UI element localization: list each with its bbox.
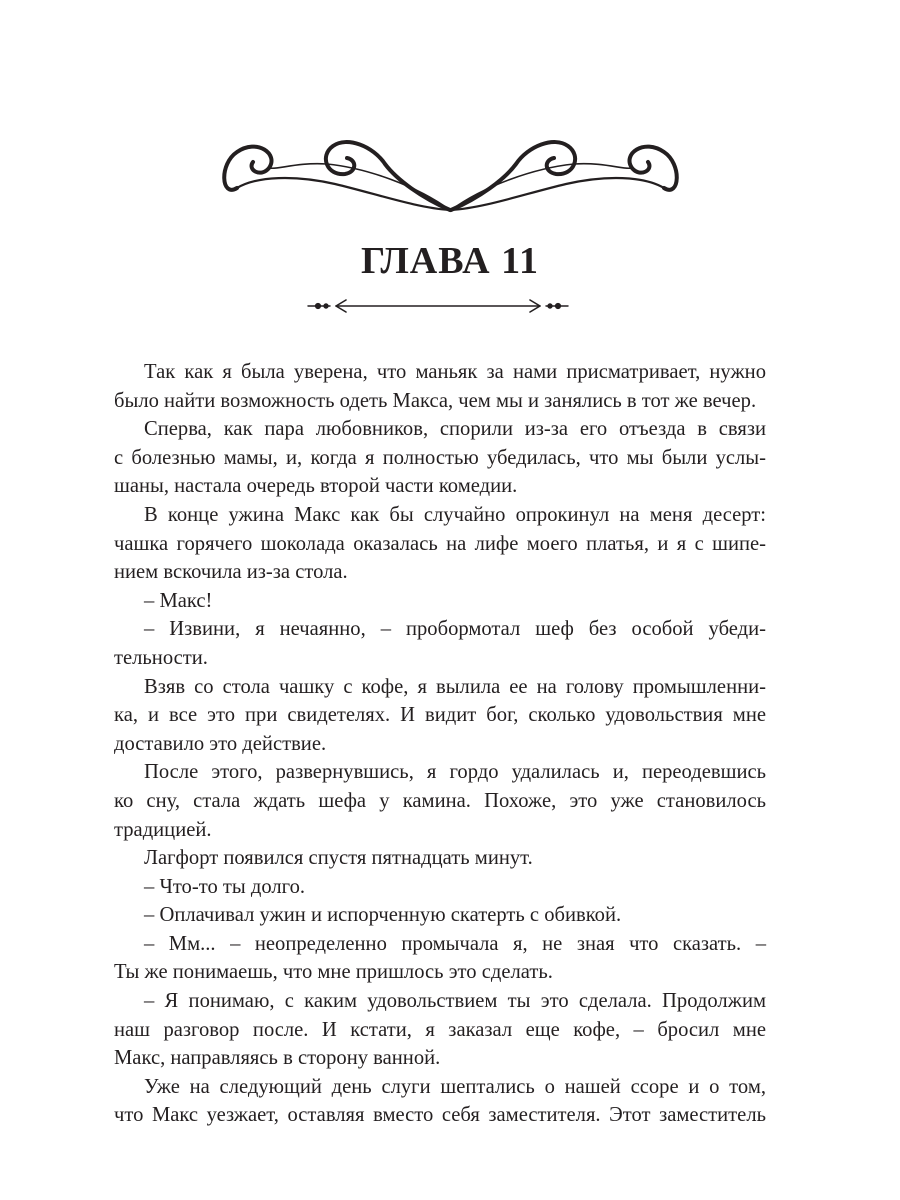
text-line: – Оплачивал ужин и испорченную скатерть с обивкой.: [144, 904, 622, 927]
text-line: что Макс уезжает, оставляя вместо себя заместителя. Этот заместитель: [114, 1104, 766, 1127]
text-line: – Извини, я нечаянно, – пробормотал шеф без особой убеди-: [144, 618, 766, 641]
text-line: традицией.: [114, 818, 212, 841]
flourish-ornament: [217, 124, 684, 214]
text-line: Так как я была уверена, что маньяк за нами присматривает, нужно: [144, 361, 766, 383]
text-line: В конце ужина Макс как бы случайно опрокинул на меня десерт:: [144, 503, 766, 526]
text-line: наш разговор после. И кстати, я заказал еще кофе, – бросил мне: [114, 1018, 766, 1041]
text-line: ка, и все это при свидетелях. И видит бог, сколько удовольствия мне: [114, 704, 766, 727]
text-line: Уже на следующий день слуги шептались о нашей ссоре и о том,: [144, 1075, 766, 1098]
text-line: Макс, направляясь в сторону ванной.: [114, 1047, 441, 1070]
text-line: шаны, настала очередь второй части комедии.: [114, 475, 518, 498]
text-line: ко сну, стала ждать шефа у камина. Похоже, это уже становилось: [114, 789, 766, 812]
text-line: – Макс!: [144, 589, 213, 612]
text-line: – Я понимаю, с каким удовольствием ты это сделала. Продолжим: [144, 990, 766, 1013]
chapter-title: ГЛАВА 11: [361, 240, 539, 282]
text-line: тельности.: [114, 646, 208, 669]
text-line: Сперва, как пара любовников, спорили из-за его отъезда в связи: [144, 418, 766, 441]
text-line: нием вскочила из-за стола.: [114, 561, 348, 584]
text-line: – Что-то ты долго.: [144, 875, 306, 898]
text-line: чашка горячего шоколада оказалась на лифе моего платья, и я с шипе-: [114, 532, 766, 555]
text-line: Лагфорт появился спустя пятнадцать минут.: [144, 847, 533, 870]
arrow-divider: [300, 296, 576, 316]
chapter-body: [114, 358, 766, 1130]
text-line: было найти возможность одеть Макса, чем мы и занялись в тот же вечер.: [114, 389, 757, 412]
text-line: Ты же понимаешь, что мне пришлось это сделать.: [114, 961, 553, 984]
text-line: – Мм... – неопределенно промычала я, не зная что сказать. –: [144, 932, 766, 955]
text-line: Взяв со стола чашку с кофе, я вылила ее на голову промышленни-: [144, 675, 766, 698]
text-line: доставило это действие.: [114, 732, 327, 755]
text-line: с болезнью мамы, и, когда я полностью убедилась, что мы были услы-: [114, 446, 766, 469]
text-line: После этого, развернувшись, я гордо удалилась и, переодевшись: [144, 761, 766, 784]
